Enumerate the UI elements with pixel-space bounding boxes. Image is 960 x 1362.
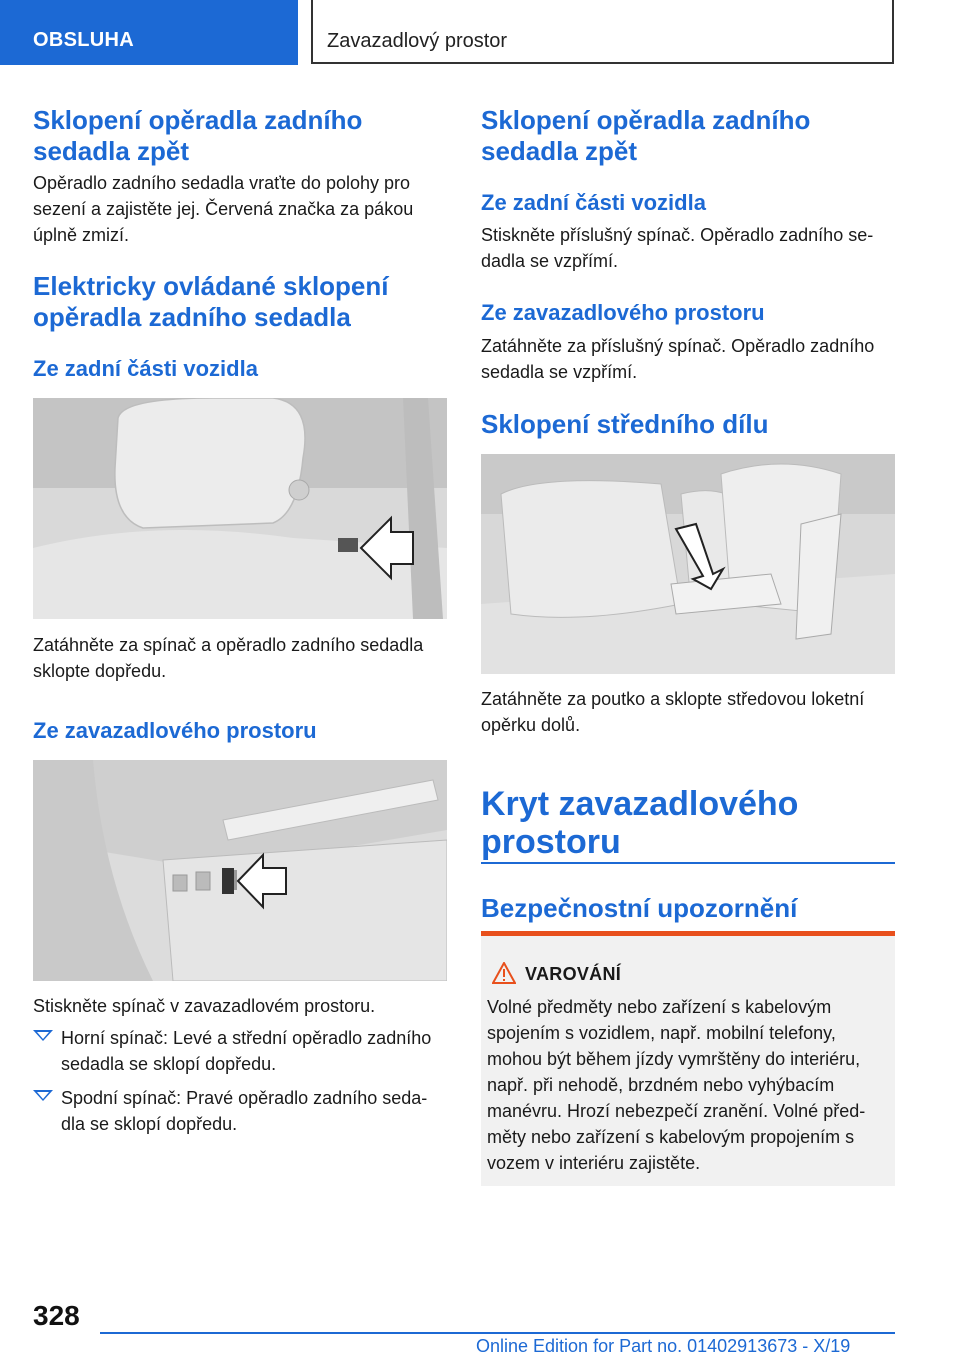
heading-return-seat: Sklopení opěradla zadního sedadla zpět [33, 105, 363, 166]
footer-rule [100, 1332, 895, 1334]
paragraph-trunk-switch: Stiskněte spínač v zavazadlovém prostoru. [33, 996, 376, 1016]
heading-safety: Bezpečnostní upozornění [481, 893, 798, 923]
paragraph-rear-switch: Zatáhněte za spínač a opěradlo zadního sedadla sklopte dopředu. [33, 635, 424, 681]
heading-middle-fold: Sklopení středního dílu [481, 409, 769, 439]
paragraph-return-seat: Opěradlo zadního sedadla vraťte do polohy pro sezení a zajistěte jej. Červená značka za pákou úplně zmizí. [33, 173, 414, 245]
heading-rear-of-vehicle: Ze zadní části vozidla [33, 356, 258, 381]
heading-electric-fold: Elektricky ovládané sklopení opěradla zadního sedadla [33, 271, 389, 332]
chapter-title: Zavazadlový prostor [327, 30, 508, 52]
warning-text: Volné předměty nebo zařízení s kabelovým spojením s vozidlem, např. mobilní telefony, mohou být během jízdy vymrštěny do interiéru, např. při nehodě, brzdném nebo vyhýbacím manévru. Hrozí nebezpečí zranění. Volné před-měty nebo zařízení s kabelovým propojením s vozem v interiéru zajistěte. [487, 997, 866, 1173]
warning-box [481, 931, 895, 1186]
figure-armrest [481, 454, 895, 674]
paragraph-trunk-right: Zatáhněte za příslušný spínač. Opěradlo zadního sedadla se vzpřímí. [481, 336, 875, 382]
heading-underline [481, 862, 895, 864]
figure-trunk-switch [33, 760, 447, 981]
figure-rear-switch [33, 398, 447, 619]
chapter-header [311, 0, 894, 64]
rear-seat-switch-illustration [33, 398, 447, 619]
bullet-triangle-icon [33, 1030, 53, 1041]
heading-from-trunk: Ze zavazadlového prostoru [33, 718, 317, 743]
list-item [33, 1025, 445, 1077]
warning-triangle-icon [492, 962, 516, 984]
edition-note: Online Edition for Part no. 01402913673 - X/19 [476, 1336, 851, 1356]
armrest-illustration [481, 454, 895, 674]
list-item-text: Spodní spínač: Pravé opěradlo zadního seda-dla se sklopí dopředu. [61, 1088, 428, 1134]
list-item-text: Horní spínač: Levé a střední opěradlo zadního sedadla se sklopí dopředu. [61, 1028, 432, 1074]
paragraph-rear-right: Stiskněte příslušný spínač. Opěradlo zadního se-dadla se vzpřímí. [481, 225, 874, 271]
warning-title: VAROVÁNÍ [525, 964, 622, 984]
paragraph-armrest: Zatáhněte za poutko a sklopte středovou loketní opěrku dolů. [481, 689, 865, 735]
list-item [33, 1085, 445, 1137]
heading-from-trunk-right: Ze zavazadlového prostoru [481, 300, 765, 325]
bullet-triangle-icon [33, 1090, 53, 1101]
trunk-switch-illustration [33, 760, 447, 981]
heading-return-seat-right: Sklopení opěradla zadního sedadla zpět [481, 105, 811, 166]
section-label: OBSLUHA [33, 29, 134, 51]
heading-rear-of-vehicle-right: Ze zadní části vozidla [481, 190, 706, 215]
section-tab [0, 0, 298, 65]
page-number: 328 [33, 1300, 80, 1331]
heading-trunk-cover: Kryt zavazadlového prostoru [481, 785, 799, 861]
